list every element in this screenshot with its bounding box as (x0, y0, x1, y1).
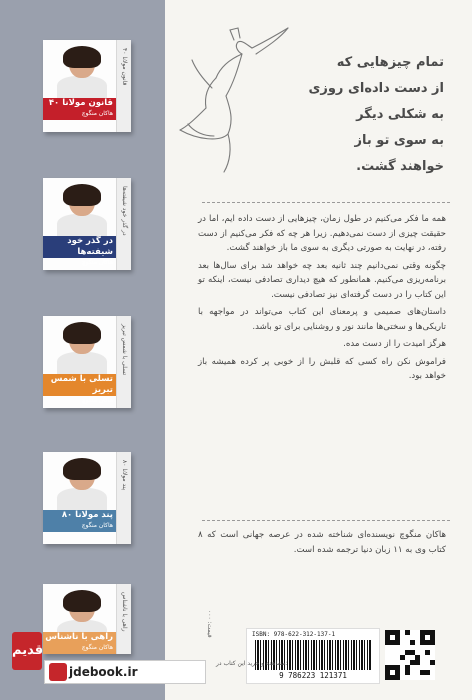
author-portrait (57, 46, 107, 98)
author-portrait (57, 322, 107, 374)
isbn-label: ISBN: 978-622-312-137-1 (252, 631, 336, 638)
description-paragraph: هرگز امیدت را از دست مده. (343, 339, 446, 349)
author-portrait (57, 458, 107, 510)
book-title-band (43, 510, 117, 532)
store-site[interactable]: jdebook.ir (69, 665, 138, 679)
spine-title: ۴۰ قانون مولانا (121, 48, 128, 86)
book-title: ۴۰ قانون مولانا (48, 98, 113, 108)
book-cover[interactable] (43, 452, 131, 544)
qr-code-icon[interactable] (385, 630, 435, 680)
book-author: هاکان منگوچ (81, 110, 113, 117)
divider-bottom (202, 520, 450, 521)
spine-title: راهی با ناشناس (121, 592, 128, 632)
barcode (246, 628, 380, 684)
jdebook-logo-icon (49, 663, 67, 681)
book-title: در گذر خود شیفته‌ها (67, 236, 113, 257)
spine-title: تسلی با شمس تبریز (121, 324, 128, 376)
author-note: هاکان منگوچ نویسنده‌ای شناخته شده در عرصه جهانی است که ۸ کتاب وی به ۱۱ زبان دنیا ترجمه شده است. (198, 530, 446, 555)
description-paragraph: داستان‌های صمیمی و پرمعنای این کتاب می‌تواند در مواجهه با تاریکی‌ها و سختی‌ها مانند نور و روشنایی برای تو باشد. (198, 307, 446, 332)
book-title-band (43, 632, 117, 654)
author-portrait (57, 184, 107, 236)
divider-top (202, 202, 450, 203)
book-cover[interactable] (43, 40, 131, 132)
book-title: راهی با ناشناس (45, 632, 113, 642)
spine-title: ۸۰ پند مولانا (121, 460, 128, 491)
poem-line: به شکلی دیگر (356, 107, 444, 122)
ean-number: 9 786223 121371 (279, 671, 347, 680)
book-author: هاکان منگوچ (81, 397, 113, 404)
description-paragraph: فراموش نکن راه کسی که قلبش را از خوبی پر کرده همیشه باز خواهد بود. (198, 356, 446, 381)
book-cover[interactable] (43, 316, 131, 408)
poem-line: از دست داده‌ای روزی (308, 81, 444, 96)
book-cover[interactable] (43, 584, 131, 654)
store-stamp[interactable] (44, 660, 206, 684)
book-title: تسلی با شمس تبریز (50, 374, 113, 395)
store-label: مشاهده و خرید این کتاب در: (216, 660, 288, 667)
book-title: ۸۰ پند مولانا (61, 510, 113, 520)
book-title-band (43, 374, 117, 404)
description-text (198, 212, 446, 387)
publisher-logo: قدیم (12, 632, 42, 670)
poem-line: تمام چیزهایی که (336, 55, 444, 70)
book-author: هاکان منگوچ (81, 259, 113, 266)
book-spine (116, 178, 131, 270)
book-spine (116, 316, 131, 408)
book-cover[interactable] (43, 178, 131, 270)
book-author: هاکان منگوچ (81, 644, 113, 651)
book-title-band (43, 236, 117, 266)
price-label: قیمت: ۰۰۰ (206, 610, 213, 638)
spine-title: در گذر خود شیفته‌ها (121, 186, 128, 236)
description-paragraph: چگونه وقتی نمی‌دانیم چند ثانیه بعد چه خواهد شد برای سال‌ها بعد برنامه‌ریزی می‌کنیم. همانطور که هیچ دیداری تصادفی نیست، اینکه تو این کتاب را در دست گرفته‌ای نیز تصادفی نیست. (198, 260, 446, 300)
book-author: هاکان منگوچ (81, 522, 113, 529)
poem-block (212, 50, 444, 180)
poem-line: خواهند گشت. (356, 159, 444, 174)
book-spine (116, 452, 131, 544)
book-spine (116, 584, 131, 654)
description-paragraph: همه ما فکر می‌کنیم در طول زمان، چیزهایی از دست داده ایم، اما در حقیقت چیزی از دست نمی‌دهیم. زیرا هر چه که فکر می‌کنیم از دست رفته، در نهایت به صورتی دیگری به سوی ما باز خواهند گشت. (198, 214, 446, 253)
poem-line: به سوی تو باز (354, 133, 444, 148)
book-spine (116, 40, 131, 132)
book-title-band (43, 98, 117, 120)
